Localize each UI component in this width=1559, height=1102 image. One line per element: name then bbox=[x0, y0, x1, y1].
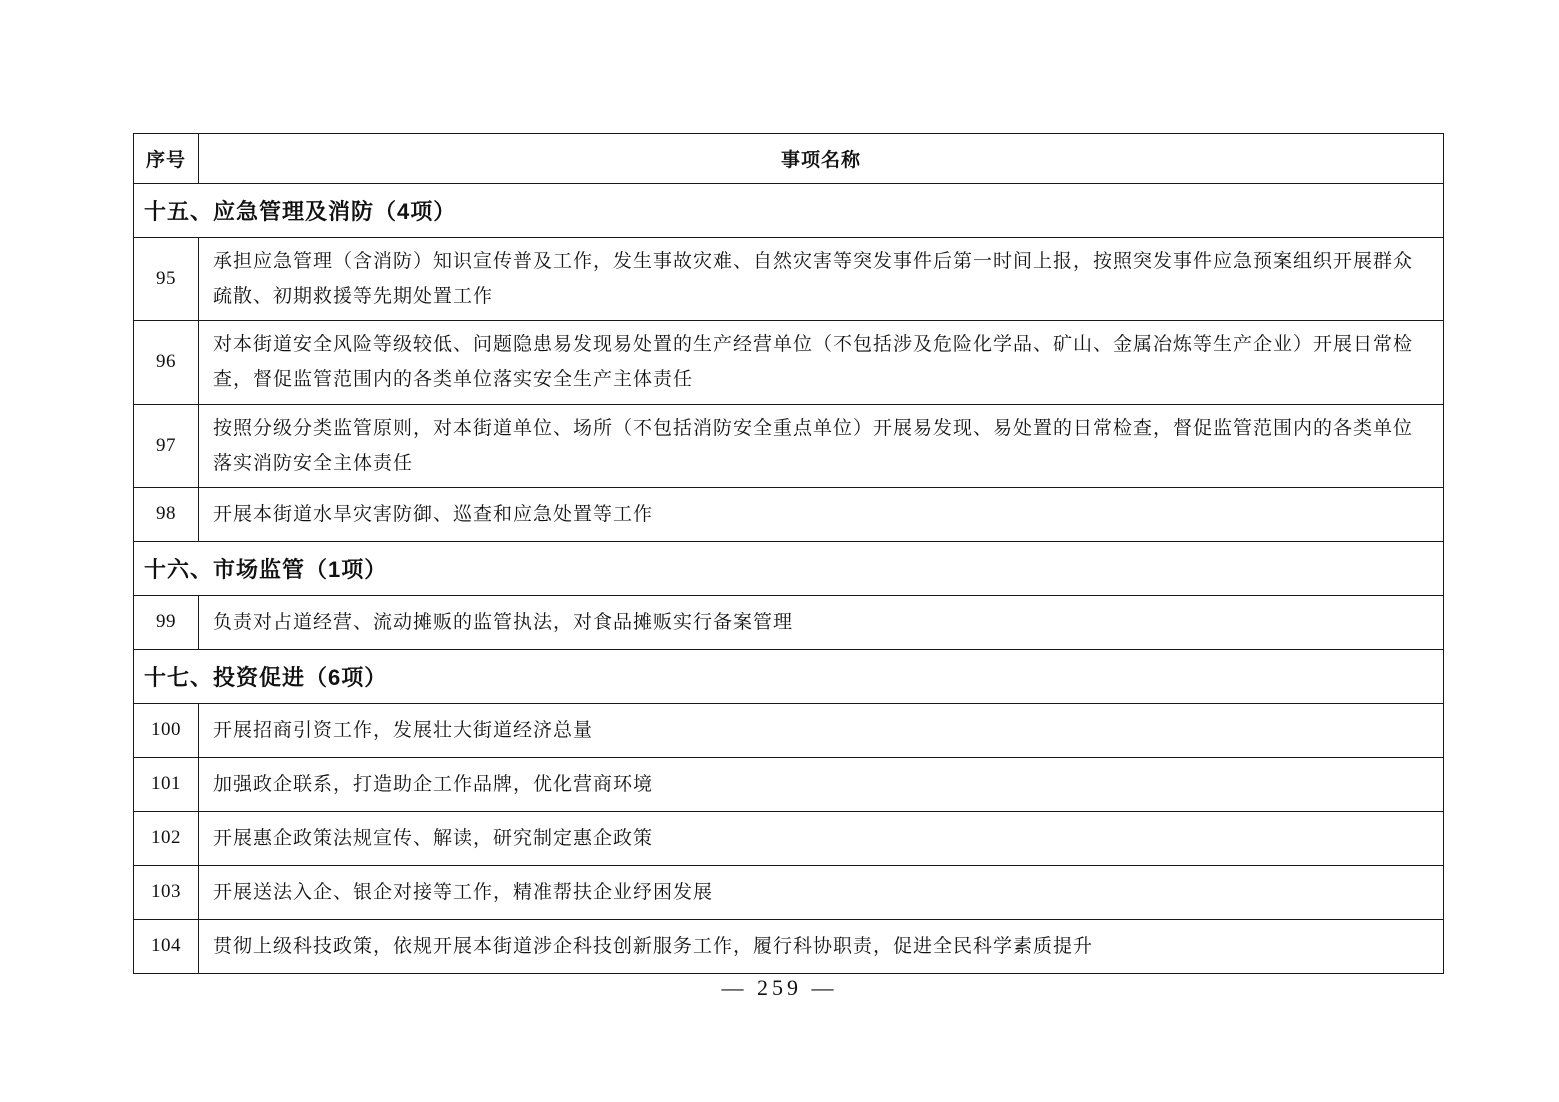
row-number: 101 bbox=[134, 757, 199, 811]
section-title: 十五、应急管理及消防（4项） bbox=[134, 184, 1444, 238]
table-row bbox=[134, 487, 1444, 541]
row-number: 96 bbox=[134, 321, 199, 404]
row-number: 104 bbox=[134, 919, 199, 973]
row-text: 负责对占道经营、流动摊贩的监管执法，对食品摊贩实行备案管理 bbox=[199, 595, 1444, 649]
row-text: 开展本街道水旱灾害防御、巡查和应急处置等工作 bbox=[199, 487, 1444, 541]
row-text: 开展送法入企、银企对接等工作，精准帮扶企业纾困发展 bbox=[199, 865, 1444, 919]
column-header-name: 事项名称 bbox=[199, 134, 1444, 184]
table-row bbox=[134, 595, 1444, 649]
section-title: 十六、市场监管（1项） bbox=[134, 541, 1444, 595]
table-header-row bbox=[134, 134, 1444, 184]
table-row bbox=[134, 757, 1444, 811]
row-number: 100 bbox=[134, 703, 199, 757]
row-text: 承担应急管理（含消防）知识宣传普及工作，发生事故灾难、自然灾害等突发事件后第一时间上报，按照突发事件应急预案组织开展群众疏散、初期救援等先期处置工作 bbox=[199, 238, 1444, 321]
table-row bbox=[134, 865, 1444, 919]
section-row bbox=[134, 184, 1444, 238]
table-row bbox=[134, 811, 1444, 865]
table-row bbox=[134, 919, 1444, 973]
row-number: 97 bbox=[134, 404, 199, 487]
section-row bbox=[134, 649, 1444, 703]
section-row bbox=[134, 541, 1444, 595]
page-number: — 259 — bbox=[721, 975, 838, 1000]
row-number: 99 bbox=[134, 595, 199, 649]
table-row bbox=[134, 703, 1444, 757]
section-title: 十七、投资促进（6项） bbox=[134, 649, 1444, 703]
row-number: 98 bbox=[134, 487, 199, 541]
table-row bbox=[134, 238, 1444, 321]
row-text: 对本街道安全风险等级较低、问题隐患易发现易处置的生产经营单位（不包括涉及危险化学品、矿山、金属冶炼等生产企业）开展日常检查，督促监管范围内的各类单位落实安全生产主体责任 bbox=[199, 321, 1444, 404]
column-header-number: 序号 bbox=[134, 134, 199, 184]
row-number: 95 bbox=[134, 238, 199, 321]
row-number: 103 bbox=[134, 865, 199, 919]
row-text: 开展惠企政策法规宣传、解读，研究制定惠企政策 bbox=[199, 811, 1444, 865]
row-text: 开展招商引资工作，发展壮大街道经济总量 bbox=[199, 703, 1444, 757]
table-row bbox=[134, 321, 1444, 404]
row-text: 贯彻上级科技政策，依规开展本街道涉企科技创新服务工作，履行科协职责，促进全民科学素质提升 bbox=[199, 919, 1444, 973]
items-table bbox=[133, 133, 1444, 974]
row-number: 102 bbox=[134, 811, 199, 865]
row-text: 加强政企联系，打造助企工作品牌，优化营商环境 bbox=[199, 757, 1444, 811]
row-text: 按照分级分类监管原则，对本街道单位、场所（不包括消防安全重点单位）开展易发现、易处置的日常检查，督促监管范围内的各类单位落实消防安全主体责任 bbox=[199, 404, 1444, 487]
table-row bbox=[134, 404, 1444, 487]
